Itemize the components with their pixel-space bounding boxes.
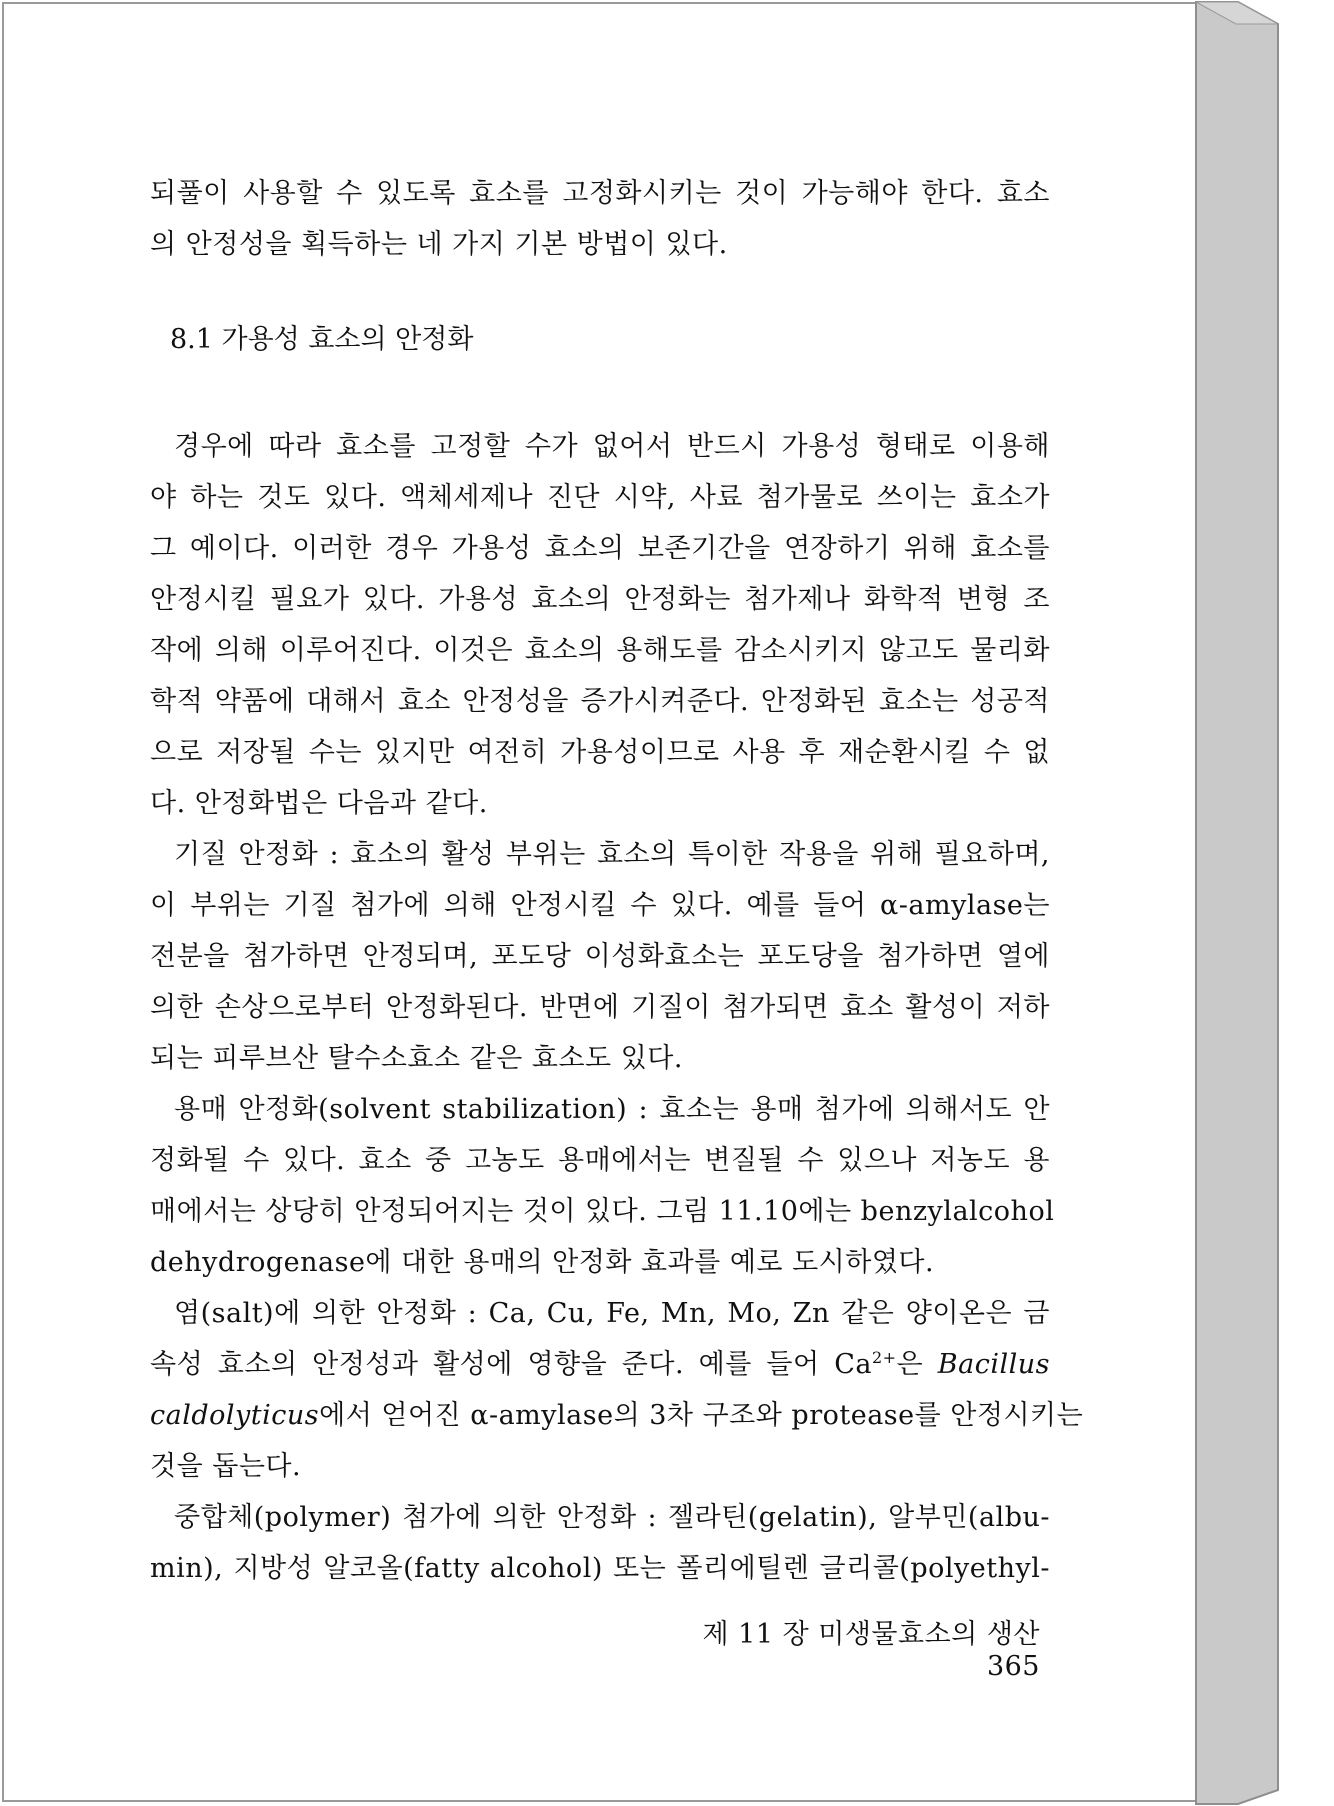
- superscript-charge: 2+: [871, 1348, 897, 1367]
- page-footer: [644, 1612, 1040, 1682]
- paragraph-line: 되는 피루브산 탈수소효소 같은 효소도 있다.: [150, 1043, 683, 1074]
- paragraph-line: 다. 안정화법은 다음과 같다.: [150, 788, 488, 819]
- paragraph-line: 야 하는 것도 있다. 액체세제나 진단 시약, 사료 첨가물로 쓰이는 효소가: [150, 482, 1050, 513]
- paragraph-line: 의한 손상으로부터 안정화된다. 반면에 기질이 첨가되면 효소 활성이 저하: [150, 992, 1050, 1023]
- paragraph-line: 용매 안정화(solvent stabilization) : 효소는 용매 첨가에 의해서도 안: [174, 1094, 1050, 1125]
- species-name: caldolyticus: [150, 1400, 320, 1431]
- book-edge: [1194, 0, 1286, 1806]
- paragraph-line: 이 부위는 기질 첨가에 의해 안정시킬 수 있다. 예를 들어 α-amylase는: [150, 890, 1050, 921]
- intro-line: 되풀이 사용할 수 있도록 효소를 고정화시키는 것이 가능해야 한다. 효소: [150, 178, 1050, 209]
- intro-line: 의 안정성을 획득하는 네 가지 기본 방법이 있다.: [150, 229, 728, 260]
- text-run: 은: [896, 1349, 938, 1380]
- paragraph-line: 기질 안정화 : 효소의 활성 부위는 효소의 특이한 작용을 위해 필요하며,: [174, 839, 1050, 870]
- page-body: [150, 168, 1084, 1594]
- paragraph-line: 정화될 수 있다. 효소 중 고농도 용매에서는 변질될 수 있으나 저농도 용: [150, 1145, 1050, 1176]
- paragraph-line: 으로 저장될 수는 있지만 여전히 가용성이므로 사용 후 재순환시킬 수 없: [150, 737, 1050, 768]
- paragraph-line: 안정시킬 필요가 있다. 가용성 효소의 안정화는 첨가제나 화학적 변형 조: [150, 584, 1050, 615]
- paragraph-line: 작에 의해 이루어진다. 이것은 효소의 용해도를 감소시키지 않고도 물리화: [150, 635, 1050, 666]
- text-run: 에서 얻어진 α-amylase의 3차 구조와 protease를 안정시키는: [319, 1400, 1084, 1431]
- paragraph-line: 그 예이다. 이러한 경우 가용성 효소의 보존기간을 연장하기 위해 효소를: [150, 533, 1050, 564]
- paragraph-line: 중합체(polymer) 첨가에 의한 안정화 : 젤라틴(gelatin), 알부민(albu-: [174, 1502, 1050, 1533]
- paragraph-line: [150, 1339, 1050, 1390]
- paragraph-line: 매에서는 상당히 안정되어지는 것이 있다. 그림 11.10에는 benzylalcohol: [150, 1196, 1055, 1227]
- paragraph-line: 경우에 따라 효소를 고정할 수가 없어서 반드시 가용성 형태로 이용해: [174, 431, 1050, 462]
- page-number: 365: [986, 1651, 1040, 1682]
- paragraph-line: min), 지방성 알코올(fatty alcohol) 또는 폴리에틸렌 글리콜(polyethyl-: [150, 1553, 1050, 1584]
- book-edge-face: [1196, 2, 1278, 1804]
- paragraph-line: 전분을 첨가하면 안정되며, 포도당 이성화효소는 포도당을 첨가하면 열에: [150, 941, 1050, 972]
- paragraph-line: 것을 돕는다.: [150, 1451, 302, 1482]
- paragraph-line: 염(salt)에 의한 안정화 : Ca, Cu, Fe, Mn, Mo, Zn 같은 양이온은 금: [174, 1298, 1050, 1329]
- paragraph-line: 학적 약품에 대해서 효소 안정성을 증가시켜준다. 안정화된 효소는 성공적: [150, 686, 1050, 717]
- paragraph-line: dehydrogenase에 대한 용매의 안정화 효과를 예로 도시하였다.: [150, 1247, 935, 1278]
- text-run: 속성 효소의 안정성과 활성에 영향을 준다. 예를 들어 Ca: [150, 1349, 872, 1380]
- chapter-title: 제 11 장 미생물효소의 생산: [702, 1619, 1040, 1650]
- species-name: Bacillus: [937, 1349, 1050, 1380]
- paragraph-line: [150, 1390, 1084, 1441]
- section-heading: 8.1 가용성 효소의 안정화: [170, 324, 474, 355]
